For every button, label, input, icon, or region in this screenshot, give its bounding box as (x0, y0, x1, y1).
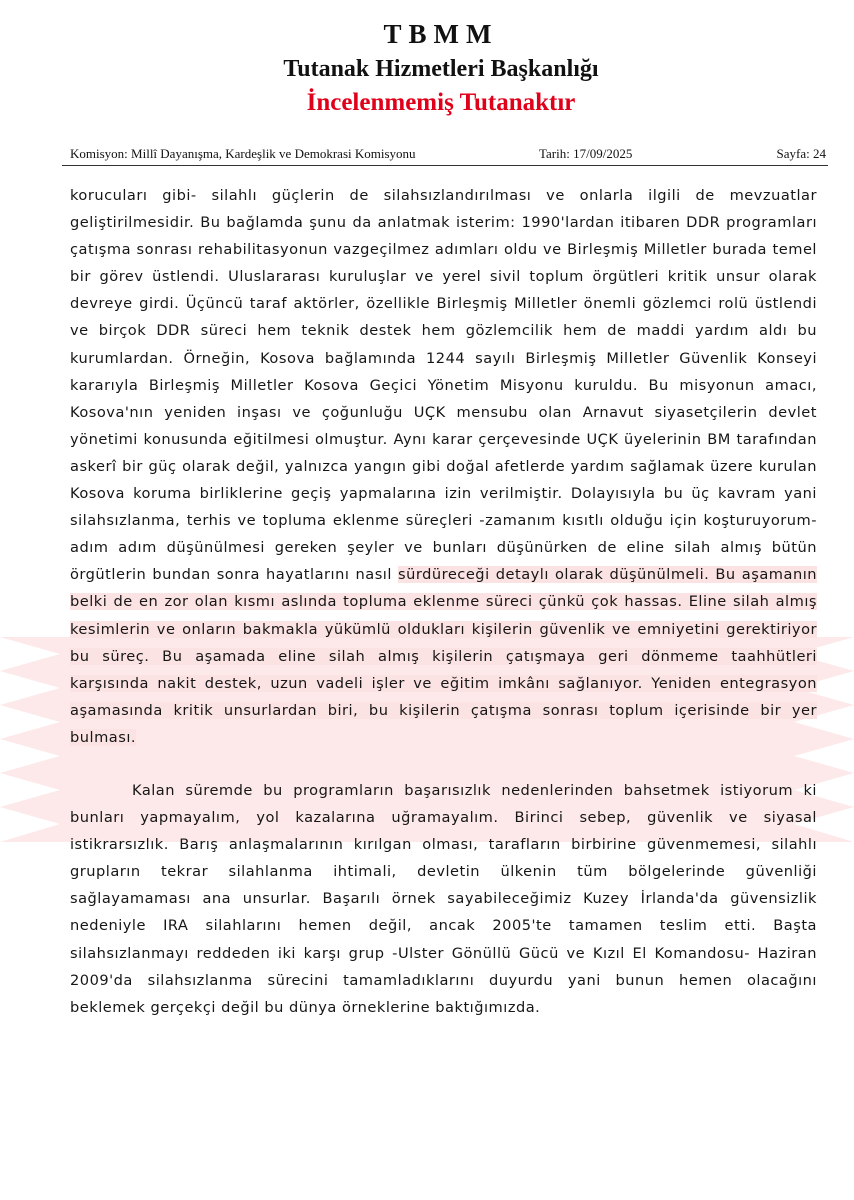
transcript-body (70, 182, 817, 1132)
session-date: Tarih: 17/09/2025 (539, 146, 633, 161)
meta-row (70, 146, 826, 164)
paragraph-continuation (70, 182, 817, 751)
commission-name: Komisyon: Millî Dayanışma, Kardeşlik ve Demokrasi Komisyonu (70, 146, 416, 161)
institution-title: TBMM (383, 19, 499, 49)
paragraph: Kalan süremde bu programların başarısızlık nedenlerinden bahsetmek istiyorum ki bunları yapmayalım, yol kazalarına uğramayalım. Birinci sebep, güvenlik ve siyasal istikrarsızlık. Barış anlaşmalarının kırılgan olması, tarafların birbirine güvenmemesi, silahlı grupların tekrar silahlanma ihtimali, devletin ülkenin tüm bölgelerinde güvenliği sağlayamaması ana unsurlar. Başarılı örnek sayabileceğimiz Kuzey İrlanda'da güvensizlik nedeniyle IRA silahlarını hemen değil, ancak 2005'te tamamen teslim etti. Başta silahsızlanmayı reddeden iki karşı grup -Ulster Gönüllü Gücü ve Kızıl El Komandosu- Haziran 2009'da silahsızlanma sürecini tamamladıklarını duyurdu yani bunun hemen olacağını beklemek gerçekçi değil bu dünya örneklerine baktığımızda. (70, 781, 817, 1016)
page-number: Sayfa: 24 (776, 146, 826, 161)
paragraph-text: korucuları gibi- silahlı güçlerin de silahsızlandırılması ve onlarla ilgili de mevzuatlar geliştirilmesidir. Bu bağlamda şunu da anlatmak isterim: 1990'lardan itibaren DDR programları çatışma sonrası rehabilitasyonun vazgeçilmez adımları oldu ve Birleşmiş Milletler burada temel bir görev üstlendi. Uluslararası kuruluşlar ve yerel sivil toplum örgütleri kritik unsur olarak devreye girdi. Üçüncü taraf aktörler, özellikle Birleşmiş Milletler önemli gözlemci rolü üstlendi ve birçok DDR süreci hem teknik destek hem gözlemcilik hem de maddi yardım aldı bu kurumlardan. Örneğin, Kosova bağlamında 1244 sayılı Birleşmiş Milletler Güvenlik Konseyi kararıyla Birleşmiş Milletler Kosova Geçici Yönetim Misyonu kuruldu. Bu misyonun amacı, Kosova'nın yeniden inşası ve çoğunluğu UÇK mensubu olan Arnavut siyasetçilerin devlet yönetimi konusunda eğitilmesi olmuştur. Aynı karar çerçevesinde UÇK üyelerinin BM tarafından askerî bir güç olarak değil, yalnızca yangın gibi doğal afetlerde yardım sağlamak üzere kurulan Kosova koruma birliklerine geçiş yapmalarına izin verilmiştir. Dolayısıyla bu üç kavram yani silahsızlanma, terhis ve topluma eklenme süreçleri -zamanım kısıtlı olduğu için koşturuyorum- adım adım düşünülmesi gereken şeyler ve bunları düşünürken de eline silah almış bütün örgütlerin bundan sonra hayatlarını nasıl (70, 187, 817, 584)
office-title: Tutanak Hizmetleri Başkanlığı (283, 56, 599, 82)
highlighted-passage: sürdüreceği detaylı olarak düşünülmeli. Bu aşamanın belki de en zor olan kısmı aslında topluma eklenme süreci çünkü çok hassas. Eline silah almış kesimlerin ve onların bakmakla yükümlü oldukları kişilerin güvenlik ve emniyetini gerektiriyor bu süreç. Bu aşamada eline silah almış kişilerin çatışmaya geri dönmeme taahhütleri karşısında nakit destek, uzun vadeli işler ve eğitim imkânı sağlanıyor. Yeniden entegrasyon aşamasında kritik unsurlardan biri, bu kişilerin çatışma sonrası toplum içerisinde bir yer bulması. (70, 566, 817, 746)
transcript-status: İncelenmemiş Tutanaktır (306, 89, 576, 116)
header-divider (62, 165, 828, 166)
